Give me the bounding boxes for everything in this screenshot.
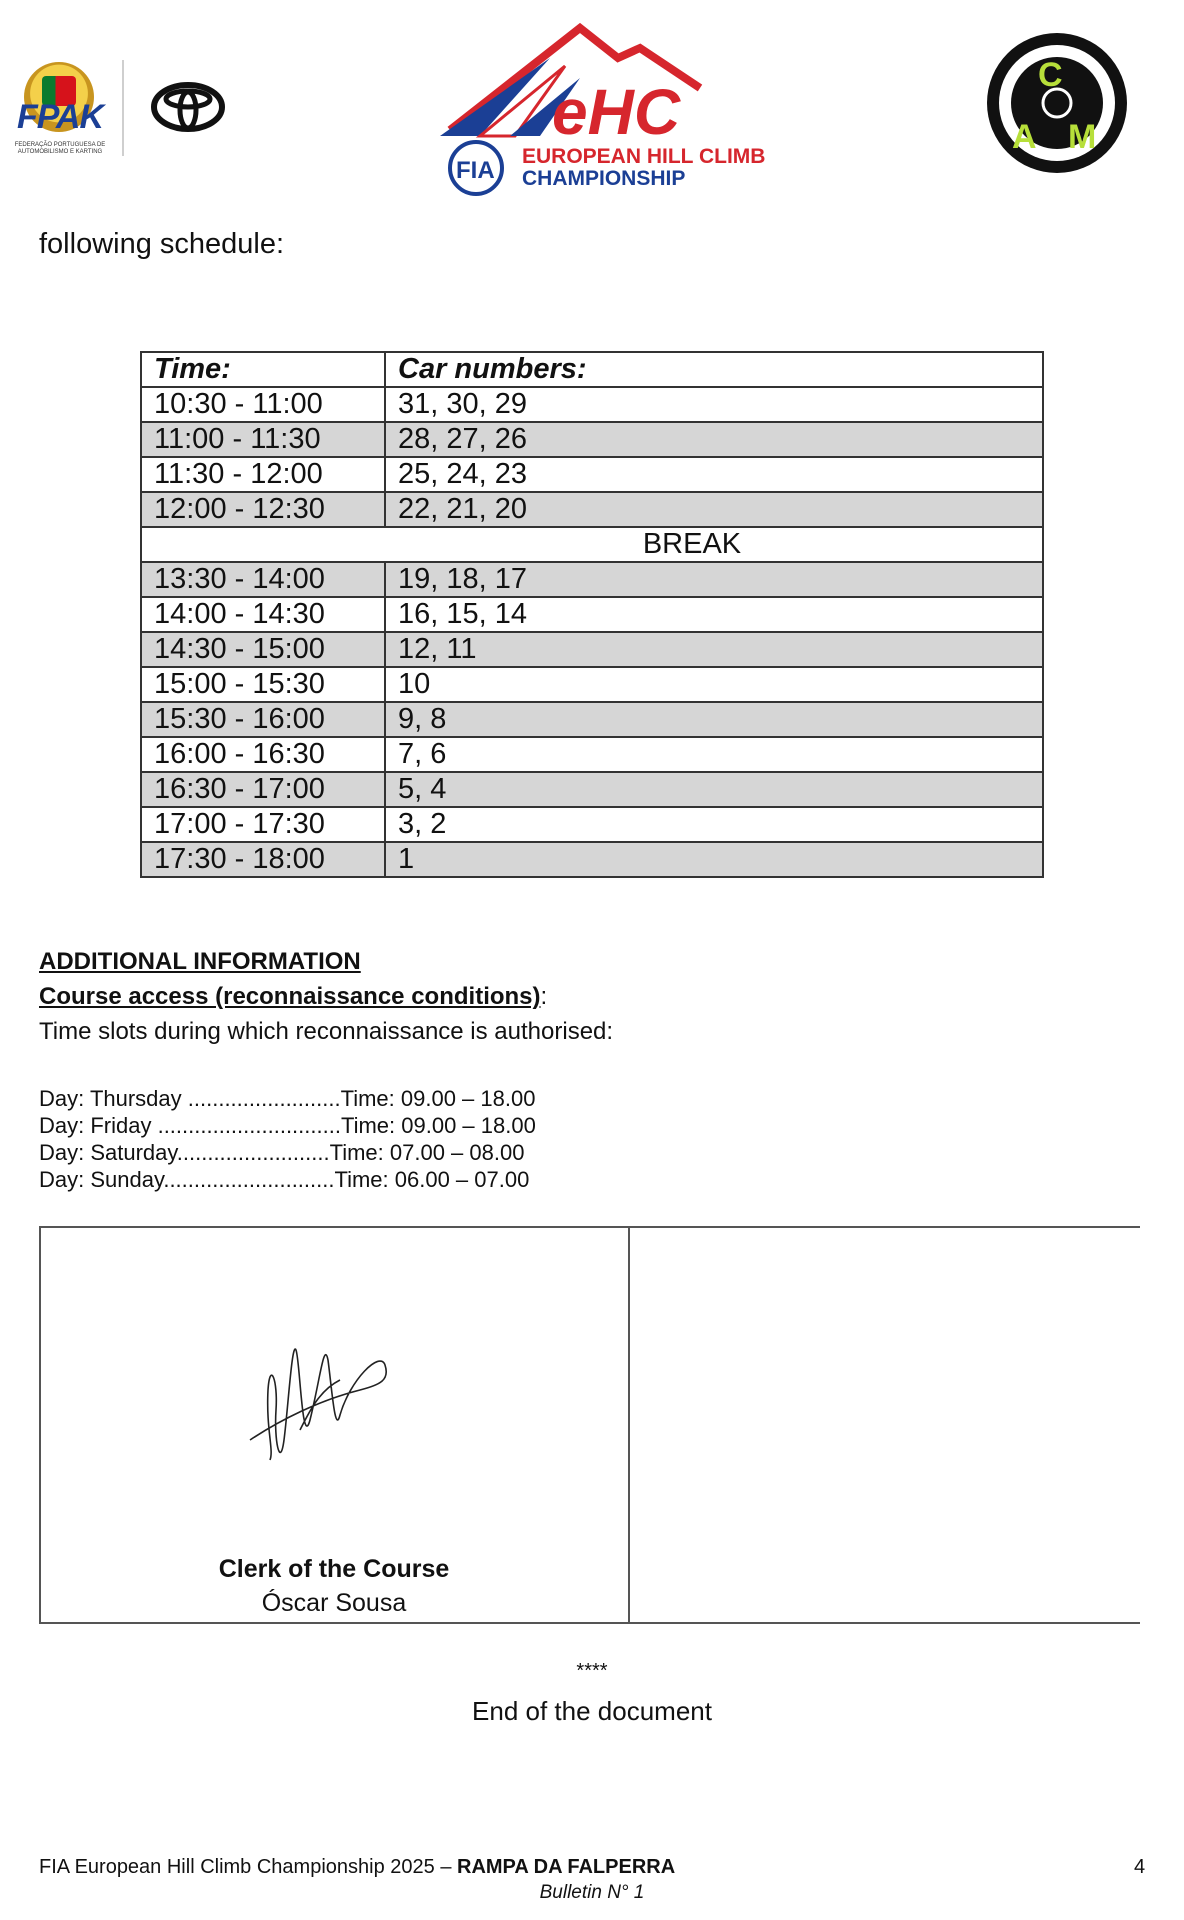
championship-title-line2: CHAMPIONSHIP — [522, 167, 686, 190]
table-row — [141, 807, 1043, 842]
header-car-numbers: Car numbers: — [385, 352, 1043, 387]
championship-title — [522, 146, 765, 190]
cars-cell: 12, 11 — [385, 632, 1043, 667]
handwritten-signature — [240, 1320, 430, 1480]
table-row — [141, 772, 1043, 807]
cars-cell: 3, 2 — [385, 807, 1043, 842]
ehc-logo-text: eHC — [552, 76, 681, 148]
time-cell: 15:00 - 15:30 — [141, 667, 385, 702]
schedule-table — [140, 351, 1044, 878]
table-row — [141, 422, 1043, 457]
cars-cell: 9, 8 — [385, 702, 1043, 737]
cars-cell: 16, 15, 14 — [385, 597, 1043, 632]
table-row — [141, 737, 1043, 772]
svg-text:A: A — [1012, 118, 1037, 156]
clerk-title: Clerk of the Course — [218, 1555, 450, 1583]
time-cell: 10:30 - 11:00 — [141, 387, 385, 422]
table-row — [141, 457, 1043, 492]
time-cell: 15:30 - 16:00 — [141, 702, 385, 737]
break-row — [141, 527, 1043, 562]
clerk-name: Óscar Sousa — [261, 1589, 407, 1617]
footer-prefix: FIA European Hill Climb Championship 2025 – — [39, 1856, 457, 1878]
championship-title-line1: EUROPEAN HILL CLIMB — [522, 145, 766, 168]
table-row — [141, 632, 1043, 667]
table-row — [141, 562, 1043, 597]
end-of-document: End of the document — [472, 1696, 712, 1726]
cam-steering-wheel-logo — [984, 30, 1130, 176]
svg-text:C: C — [1038, 56, 1063, 94]
fia-badge-text: FIA — [456, 157, 495, 184]
day-slot-thursday: Day: Thursday .........................Time: 09.00 – 18.00 — [39, 1086, 536, 1111]
time-cell: 17:00 - 17:30 — [141, 807, 385, 842]
additional-info-heading: ADDITIONAL INFORMATION — [39, 948, 361, 975]
header-time: Time: — [141, 352, 385, 387]
day-slot-sunday: Day: Sunday............................Time: 06.00 – 07.00 — [39, 1167, 530, 1192]
table-header-row — [141, 352, 1043, 387]
table-row — [141, 492, 1043, 527]
svg-text:M: M — [1068, 118, 1097, 156]
intro-text: following schedule: — [39, 228, 285, 260]
course-access-colon: : — [540, 983, 548, 1010]
table-row — [141, 842, 1043, 877]
day-slot-friday: Day: Friday ..............................Time: 09.00 – 18.00 — [39, 1113, 536, 1138]
course-access-title: Course access (reconnaissance conditions) — [39, 983, 541, 1010]
break-label: BREAK — [141, 527, 1043, 562]
toyota-logo — [150, 82, 226, 132]
table-row — [141, 597, 1043, 632]
time-cell: 12:00 - 12:30 — [141, 492, 385, 527]
page-number: 4 — [1134, 1856, 1146, 1878]
cars-cell: 7, 6 — [385, 737, 1043, 772]
time-slots-intro: Time slots during which reconnaissance is authorised: — [39, 1018, 614, 1045]
cars-cell: 10 — [385, 667, 1043, 702]
time-cell: 17:30 - 18:00 — [141, 842, 385, 877]
time-cell: 11:30 - 12:00 — [141, 457, 385, 492]
time-cell: 14:30 - 15:00 — [141, 632, 385, 667]
logo-divider — [122, 60, 124, 156]
bulletin-number: Bulletin N° 1 — [539, 1882, 645, 1903]
time-cell: 16:00 - 16:30 — [141, 737, 385, 772]
cars-cell: 25, 24, 23 — [385, 457, 1043, 492]
cars-cell: 31, 30, 29 — [385, 387, 1043, 422]
day-slot-saturday: Day: Saturday.........................Time: 07.00 – 08.00 — [39, 1140, 525, 1165]
table-row — [141, 702, 1043, 737]
cars-cell: 28, 27, 26 — [385, 422, 1043, 457]
time-cell: 16:30 - 17:00 — [141, 772, 385, 807]
course-access-heading — [39, 983, 547, 1011]
footer-text — [39, 1856, 675, 1879]
time-cell: 13:30 - 14:00 — [141, 562, 385, 597]
end-stars: **** — [576, 1660, 608, 1682]
fpak-logo-subtitle: FEDERAÇÃO PORTUGUESA DE AUTOMOBILISMO E KARTING — [14, 142, 106, 155]
table-row — [141, 667, 1043, 702]
cars-cell: 19, 18, 17 — [385, 562, 1043, 597]
table-row — [141, 387, 1043, 422]
fpak-logo — [14, 60, 106, 160]
cars-cell: 22, 21, 20 — [385, 492, 1043, 527]
signature-box-divider — [628, 1226, 630, 1624]
footer-event: RAMPA DA FALPERRA — [457, 1856, 676, 1878]
cars-cell: 5, 4 — [385, 772, 1043, 807]
cars-cell: 1 — [385, 842, 1043, 877]
time-cell: 14:00 - 14:30 — [141, 597, 385, 632]
time-cell: 11:00 - 11:30 — [141, 422, 385, 457]
fpak-logo-text: FPAK — [16, 98, 104, 136]
